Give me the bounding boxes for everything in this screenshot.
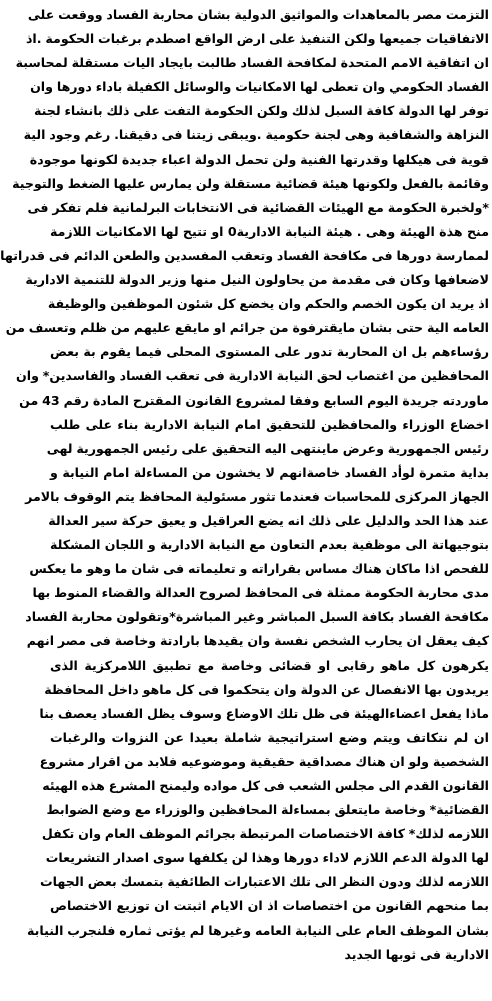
text-line-25: مدى محاربة الحكومة ممثلة فى المحافظ لصروح العدالة والقضاء المنوط بها — [32, 585, 489, 601]
text-line-29: يريدون بها الانفصال عن الدولة وان يتحكموا فى كل ماهو داخل المحافظة — [44, 681, 489, 697]
text-line-14: العامه الية حتى بشان مايقترفوة من جرائم او مايقع عليهم من ظلم وتعسف من — [5, 320, 489, 336]
text-line-4: الفساد الحكومي وان تعطى لها الامكانيات والوسائل الكفيلة باداء دورها وان — [30, 79, 489, 95]
text-line-5: توفر لها الدولة كافة السبل لذلك ولكن الحكومة التفت على ذلك بانشاء لجنة — [34, 103, 489, 119]
text-line-15: رؤساءهم بل ان المحاربة تدور على المستوى المحلى فيما يقوم بة بعض — [50, 344, 489, 360]
text-line-21: الجهاز المركزى للمحاسبات فعندما تثور مسئولية المحافظ يتم الوقوف بالامر — [25, 488, 489, 504]
text-line-12: لاضعافها وكان فى مقدمة من يحاولون النيل منها وزير الدولة للتنمية الادارية — [25, 272, 489, 288]
text-line-2: الاتفاقيات جميعها ولكن التنفيذ على ارض الواقع اصطدم برغبات الحكومة .اذ — [25, 31, 489, 47]
text-line-27: كيف يعقل ان يحارب الشخص نفسة وان يقيدها بارادتة وخاصة فى مصر انهم — [26, 633, 489, 649]
text-line-30: ماذا يفعل اعضاءالهيئة فى ظل تلك الاوضاع وسوف يظل الفساد يعصف بنا — [39, 705, 489, 721]
text-line-17: ماوردته جريدة اليوم السابع وفقا لمشروع القانون المقترح المادة رقم 43 من — [19, 392, 489, 408]
text-line-18: اخضاع الوزراء والمحافظين للتحقيق امام النيابة الادارية بناء على طلب — [50, 416, 489, 432]
text-line-33: القانون القدم الى مجلس الشعب فى كل مواده وليمنح المشرع هذه الهيئه — [42, 778, 489, 793]
text-line-10: منح هذة الهيئة وهى . هيئة النيابة الادارية0 او تتيح لها الامكانيات اللازمة — [50, 223, 489, 239]
text-line-7: قوية فى هيكلها وقدرتها الفنية ولن تحمل الدولة اعباء جديدة لكونها موجودة — [29, 151, 489, 167]
text-line-20: بداية متمرة لوأد الفساد خاصةانهم لا يخشون من المساءلة امام النيابة و — [50, 464, 489, 480]
text-line-32: الشخصية ولو ان هناك مصداقية حقيقية وموضوعيه فلابد من اقرار مشروع — [39, 753, 489, 769]
text-line-28: يكرهون كل ماهو رقابى او قضائى وخاصة مع تطبيق اللامركزية الذى — [50, 657, 489, 673]
text-line-34: القضائية* وخاصة مايتعلق بمساءلة المحافظين والوزراء مع وضع الضوابط — [46, 802, 489, 818]
text-line-19: رئيس الجمهورية وعرض ماينتهى اليه التحقيق على رئيس الجمهورية لهى — [46, 440, 489, 456]
text-line-1: التزمت مصر بالمعاهدات والمواثيق الدولية بشان محاربة الفساد ووقعت على — [27, 7, 489, 22]
text-line-31: ان لم نتكاتف ويتم وضع استراتيجية شاملة بعيدا عن النزوات والرغبات — [50, 729, 489, 745]
text-line-3: ان اتفاقية الامم المتحدة لمكافحة الفساد طالبت بايجاد اليات مستقلة لمحاسبة — [15, 55, 489, 71]
text-line-22: عند هذا الحد والدليل على ذلك انه يضع العراقيل و يعيق حركة سير العدالة — [48, 512, 489, 528]
text-line-39: بشان الموظف العام على النيابة العامه وغيرها لم يؤتى ثماره فلنجرب النيابة — [27, 922, 489, 938]
text-line-26: مكافحة الفساد بكافة السبل المباشر وغير المباشرة*وتقولون محاربة الفساد — [25, 609, 489, 625]
text-line-40: الادارية فى ثوبها الجديد — [344, 946, 489, 962]
text-line-6: النزاهة والشفافية وهى لجنة حكومية .ويبقى زيتنا فى دقيقنا. رغم وجود الية — [23, 127, 489, 143]
text-line-11: لممارسة دورها فى مكافحة الفساد وتعقب المفسدين والطعن الدائم فى قدراتها — [0, 247, 489, 263]
text-line-13: اذ يريد ان يكون الخصم والحكم وان يخضع كل شئون الموظفين والوظيفة — [47, 296, 489, 312]
text-line-8: وقائمة بالفعل ولكونها هيئة قضائية مستقلة ولن يمارس عليها الضغط والتوجية — [12, 175, 489, 191]
text-line-38: بما منحهم القانون من اختصاصات اذ ان الايام اثبتت ان توزيع الاختصاص — [50, 898, 489, 914]
text-line-24: للفحص اذا ماكان هناك مساس بقراراته و تعليماته فى شان ما وهو ما يعكس — [29, 561, 489, 577]
text-line-37: اللازمه لذلك ودون النظر الى تلك الاعتبارات الطائفية بتمسك بعض الجهات — [40, 874, 489, 890]
text-line-9: *ولخبرة الحكومة مع الهيئات القضائية فى الانتخابات البرلمانية فلم تفكر فى — [27, 199, 489, 215]
text-line-36: لها الدولة الدعم اللازم لاداء دورها وهذا لن يكلفها سوى اصدار التشريعات — [45, 850, 489, 866]
text-line-35: اللازمه لذلك* كافة الاختصاصات المرتبطة بجرائم الموظف العام وان تكفل — [41, 826, 489, 842]
text-line-16: المحافظين من اغتصاب لحق النيابة الادارية فى تعقب الفساد والفاسدين* وان — [16, 368, 489, 384]
text-line-23: بتوجيهاتة الى موظفية بعدم التعاون مع النيابة الادارية و اللجان المشكلة — [50, 537, 489, 553]
